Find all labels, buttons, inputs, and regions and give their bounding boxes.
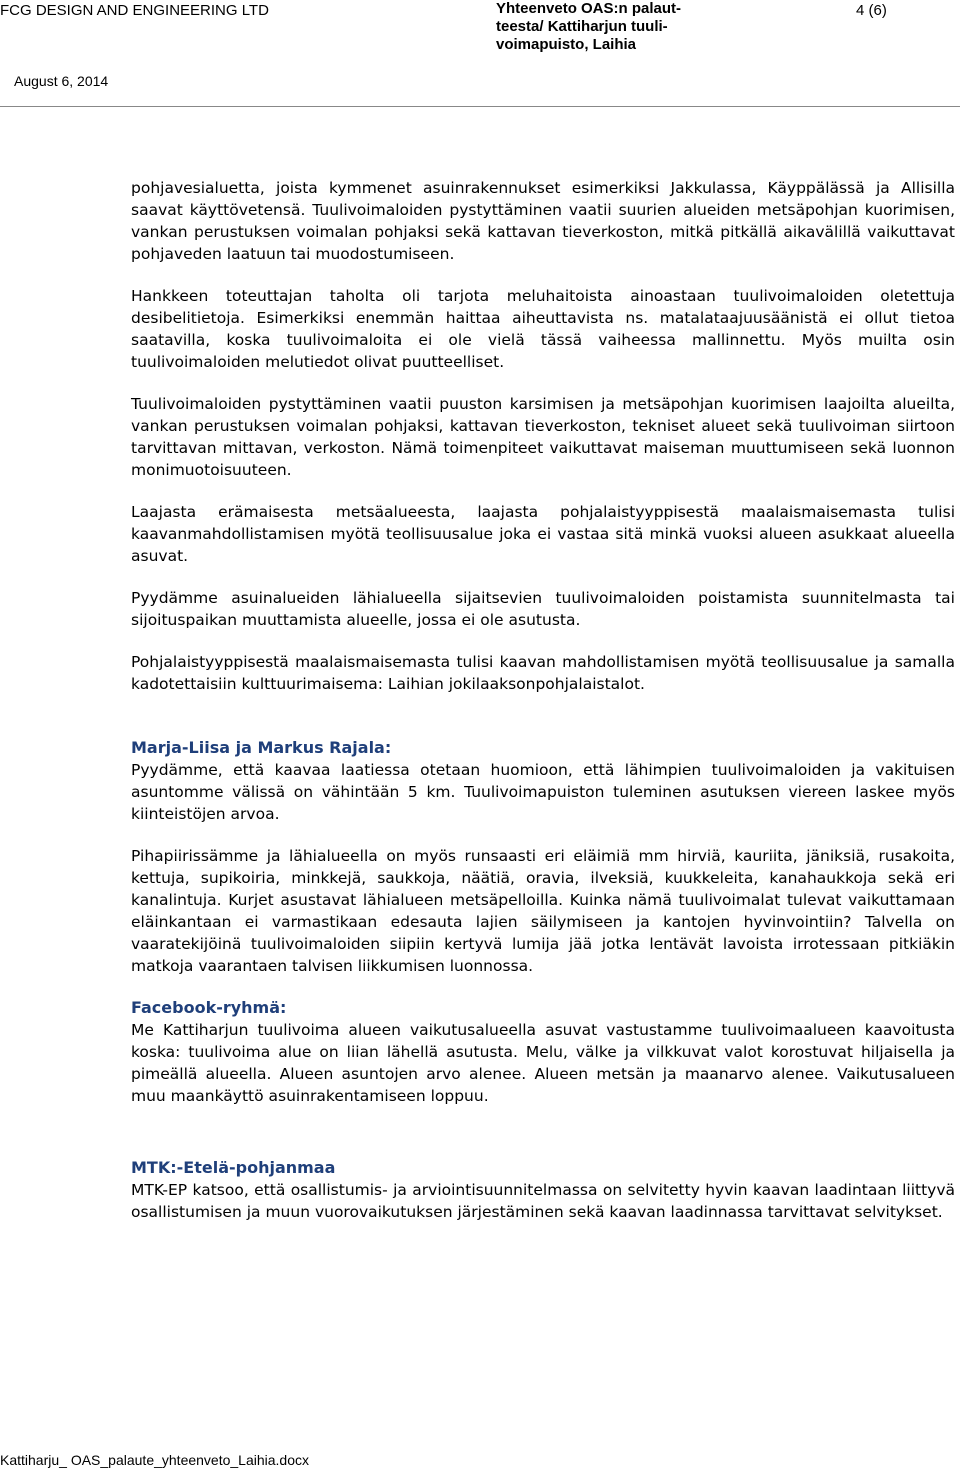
section-heading: MTK:-Etelä-pohjanmaa	[131, 1158, 336, 1177]
paragraph: pohjavesialuetta, joista kymmenet asuinrakennukset esimerkiksi Jakkulassa, Käyppälässä ja Allisilla saavat käyttövetensä. Tuulivoimaloiden pystyttäminen vaatii suurien alueiden metsäpohjan kuorimisen, vankan perustuksen voimalan pohjaksi sekä kattavan tieverkoston, mitkä pitkällä aikavälillä vaikuttavat pohjaveden laatuun tai muodostumiseen.	[131, 179, 955, 263]
paragraph: Hankkeen toteuttajan taholta oli tarjota meluhaitoista ainoastaan tuulivoimaloiden oletettuja desibelitietoja. Esimerkiksi enemmän haittaa aiheuttavista ns. matalataajuusäänistä ei ollut tietoa saatavilla, koska tuulivoimaloita ei ole vielä tässä vaiheessa mallinnettu. Myös muilta osin tuulivoimaloiden melutiedot olivat puutteelliset.	[131, 287, 955, 371]
section-heading: Marja-Liisa ja Markus Rajala:	[131, 738, 392, 757]
paragraph: Pyydämme, että kaavaa laatiessa otetaan huomioon, että lähimpien tuulivoimaloiden ja vakituisen asuntomme välissä on vähintään 5 km. Tuulivoimapuiston tuleminen asutuksen viereen laskee myös kiinteistöjen arvoa.	[131, 761, 955, 823]
paragraph: Pyydämme asuinalueiden lähialueella sijaitsevien tuulivoimaloiden poistamista suunnitelmasta tai sijoituspaikan muuttamista alueelle, jossa ei ole asutusta.	[131, 589, 955, 629]
paragraph: MTK-EP katsoo, että osallistumis- ja arviointisuunnitelmassa on selvitetty hyvin kaavan laadintaan liittyvä osallistumisen ja muun vuorovaikutuksen järjestäminen sekä kaavan laadinnassa tarvittavat selvitykset.	[131, 1181, 955, 1221]
document-title: Yhteenveto OAS:n palaut-teesta/ Kattiharjun tuuli-voimapuisto, Laihia	[496, 0, 682, 53]
header-divider	[0, 106, 960, 107]
paragraph: Pihapiirissämme ja lähialueella on myös runsaasti eri eläimiä mm hirviä, kauriita, jäniksiä, rusakoita, kettuja, supikoiria, minkkejä, saukkoja, näätiä, oravia, ilveksiä, kuukkeleita, kanahaukkoja sekä eri kanalintuja. Kurjet asustavat lähialueen metsäpelloilla. Kuinka nämä tuulivoimalat tulevat vaikuttamaan eläinkantaan ei varmastikaan edesauta lajien säilymiseen ja kantojen hyvinvointiin? Talvella on vaaratekijöinä tuulivoimaloiden siipiin kertyvä lumija jää jotka lentävät lavoista irrotessaan pitkiäkin matkoja vaarantaen talvisen liikkumisen luonnossa.	[131, 847, 955, 975]
company-name: FCG DESIGN AND ENGINEERING LTD	[0, 2, 269, 19]
paragraph: Tuulivoimaloiden pystyttäminen vaatii puuston karsimisen ja metsäpohjan kuorimisen laajoilta alueilta, vankan perustuksen voimalan pohjaksi, kattavan tieverkoston, tekniset alueet sekä tuulivoiman siirtoon tarvittavan mittavan, verkoston. Nämä toimenpiteet vaikuttavat maiseman muuttumiseen sekä luonnon monimuotoisuuteen.	[131, 395, 955, 479]
document-body	[131, 177, 955, 1223]
paragraph: Laajasta erämaisesta metsäalueesta, laajasta pohjalaistyyppisestä maalaismaisemasta tulisi kaavanmahdollistamisen myötä teollisuusalue joka ei vastaa sitä minkä vuoksi alueen asukkaat alueella asuvat.	[131, 503, 955, 565]
paragraph: Pohjalaistyyppisestä maalaismaisemasta tulisi kaavan mahdollistamisen myötä teollisuusalue ja samalla kadotettaisiin kulttuurimaisema: Laihian jokilaaksonpohjalaistalot.	[131, 653, 955, 693]
page-number: 4 (6)	[856, 2, 887, 19]
paragraph: Me Kattiharjun tuulivoima alueen vaikutusalueella asuvat vastustamme tuulivoimaalueen kaavoitusta koska: tuulivoima alue on liian lähellä asutusta. Melu, välke ja vilkkuvat valot korostuvat hiljaisella ja pimeällä alueella. Alueen asuntojen arvo alenee. Alueen metsän ja maanarvo alenee. Vaikutusalueen muu maankäyttö asuinrakentamiseen loppuu.	[131, 1021, 955, 1105]
document-date: August 6, 2014	[14, 73, 109, 89]
footer-filename: Kattiharju_ OAS_palaute_yhteenveto_Laihia.docx	[0, 1452, 309, 1468]
section-heading: Facebook-ryhmä:	[131, 998, 287, 1017]
